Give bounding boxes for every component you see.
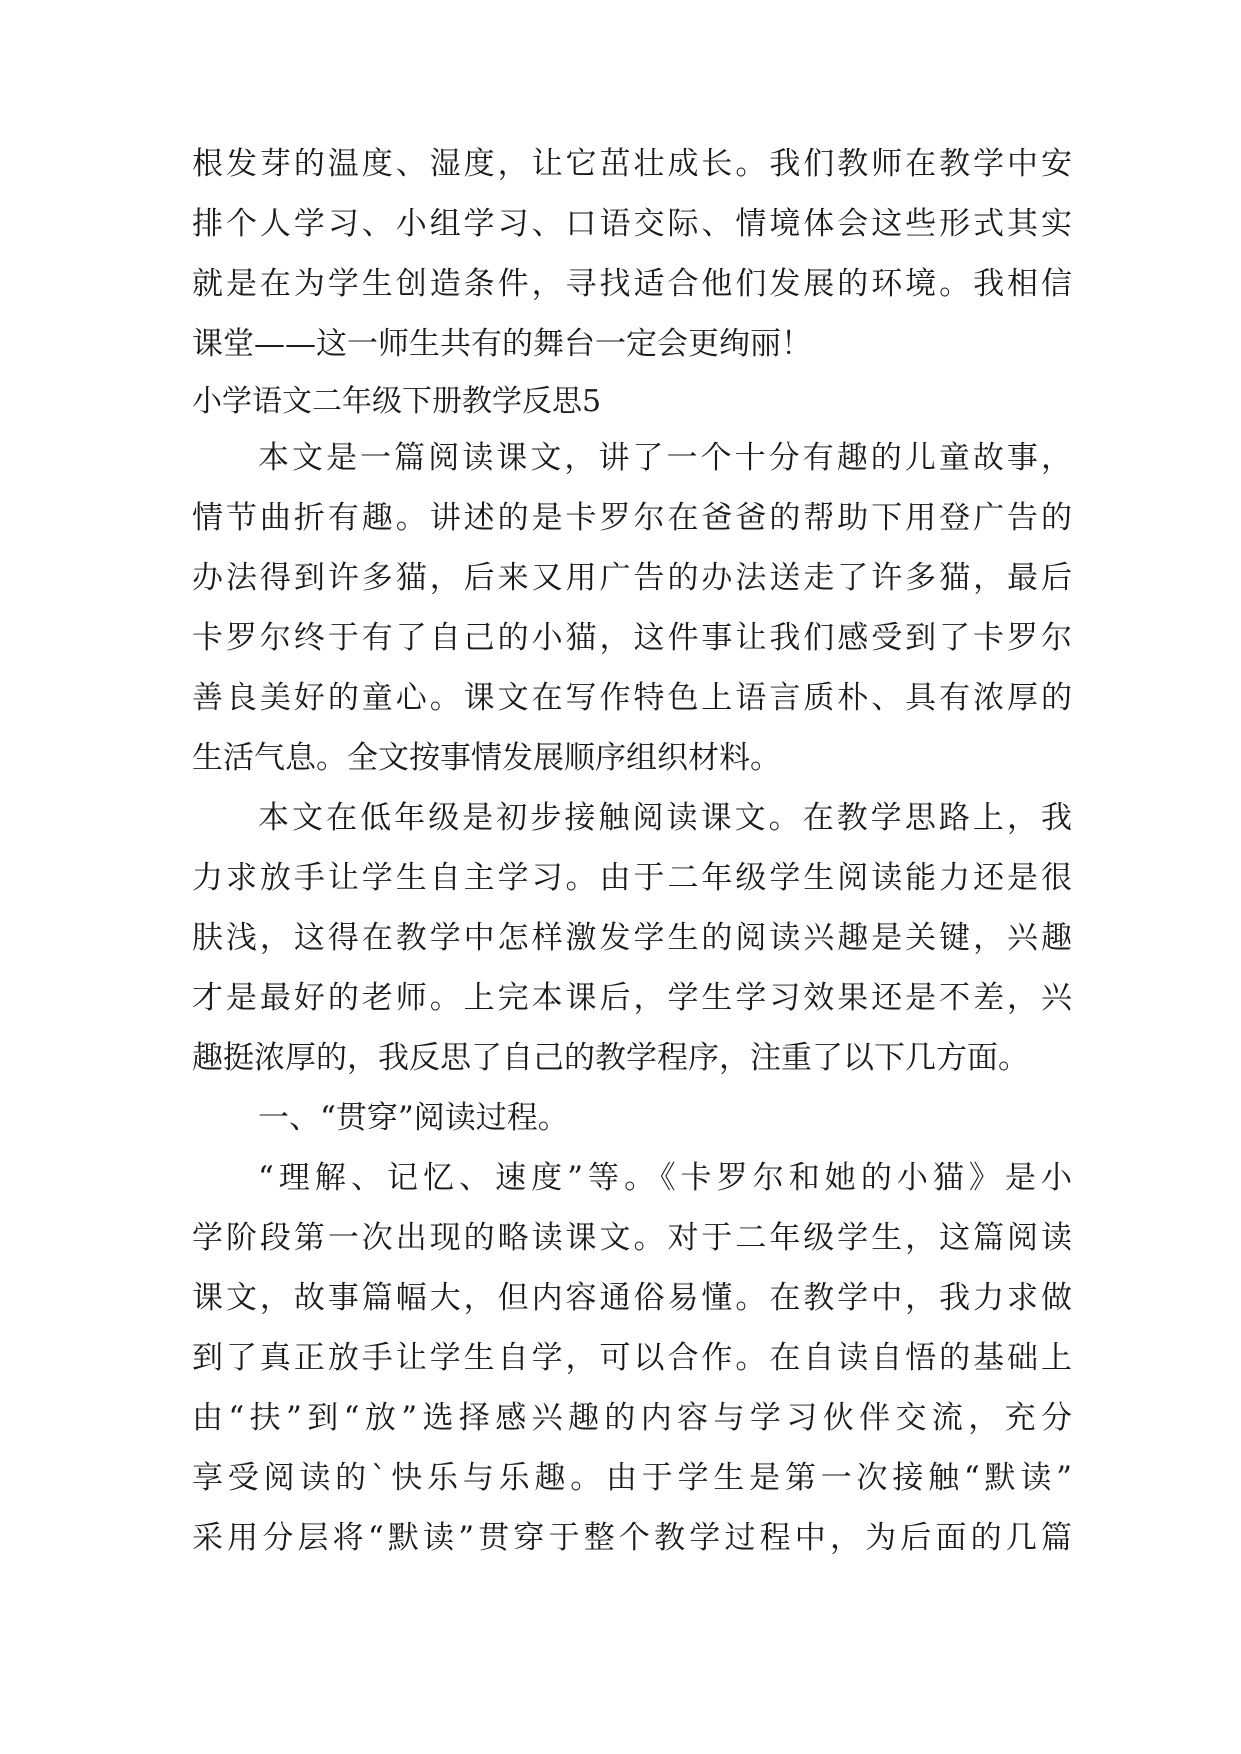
subheading: 一、“贯穿”阅读过程。 [258,1100,569,1136]
section-heading: 小学语文二年级下册教学反思5 [192,384,602,419]
paragraph-first-line: 本文在低年级是初步接触阅读课文。在教学思路上，我 [258,800,1072,836]
text-line: 排个人学习、小组学习、口语交际、情境体会这些形式其实 [192,206,1072,242]
text-line: 才是最好的老师。上完本课后，学生学习效果还是不差，兴 [192,980,1072,1016]
text-line: 趣挺浓厚的，我反思了自己的教学程序，注重了以下几方面。 [192,1040,1029,1076]
text-line: 卡罗尔终于有了自己的小猫，这件事让我们感受到了卡罗尔 [192,620,1072,656]
text-line: 由“扶”到“放”选择感兴趣的内容与学习伙伴交流，充分 [192,1400,1072,1436]
paragraph-first-line: “理解、记忆、速度”等。《卡罗尔和她的小猫》是小 [258,1160,1072,1196]
text-line: 采用分层将“默读”贯穿于整个教学过程中，为后面的几篇 [192,1520,1072,1556]
text-line: 课文，故事篇幅大，但内容通俗易懂。在教学中，我力求做 [192,1280,1072,1316]
text-line: 根发芽的温度、湿度，让它茁壮成长。我们教师在教学中安 [192,146,1072,182]
text-line: 力求放手让学生自主学习。由于二年级学生阅读能力还是很 [192,860,1072,896]
text-line: 肤浅，这得在教学中怎样激发学生的阅读兴趣是关键，兴趣 [192,920,1072,956]
text-line: 生活气息。全文按事情发展顺序组织材料。 [192,740,781,776]
text-line: 情节曲折有趣。讲述的是卡罗尔在爸爸的帮助下用登广告的 [192,500,1072,536]
paragraph-first-line: 本文是一篇阅读课文，讲了一个十分有趣的儿童故事， [258,440,1072,476]
text-line: 办法得到许多猫，后来又用广告的办法送走了许多猫，最后 [192,560,1072,596]
text-line: 学阶段第一次出现的略读课文。对于二年级学生，这篇阅读 [192,1220,1072,1256]
text-line: 享受阅读的`快乐与乐趣。由于学生是第一次接触“默读” [192,1460,1072,1496]
text-line: 课堂——这一师生共有的舞台一定会更绚丽！ [192,326,812,362]
text-line: 就是在为学生创造条件，寻找适合他们发展的环境。我相信 [192,266,1072,302]
text-line: 到了真正放手让学生自学，可以合作。在自读自悟的基础上 [192,1340,1072,1376]
text-line: 善良美好的童心。课文在写作特色上语言质朴、具有浓厚的 [192,680,1072,716]
